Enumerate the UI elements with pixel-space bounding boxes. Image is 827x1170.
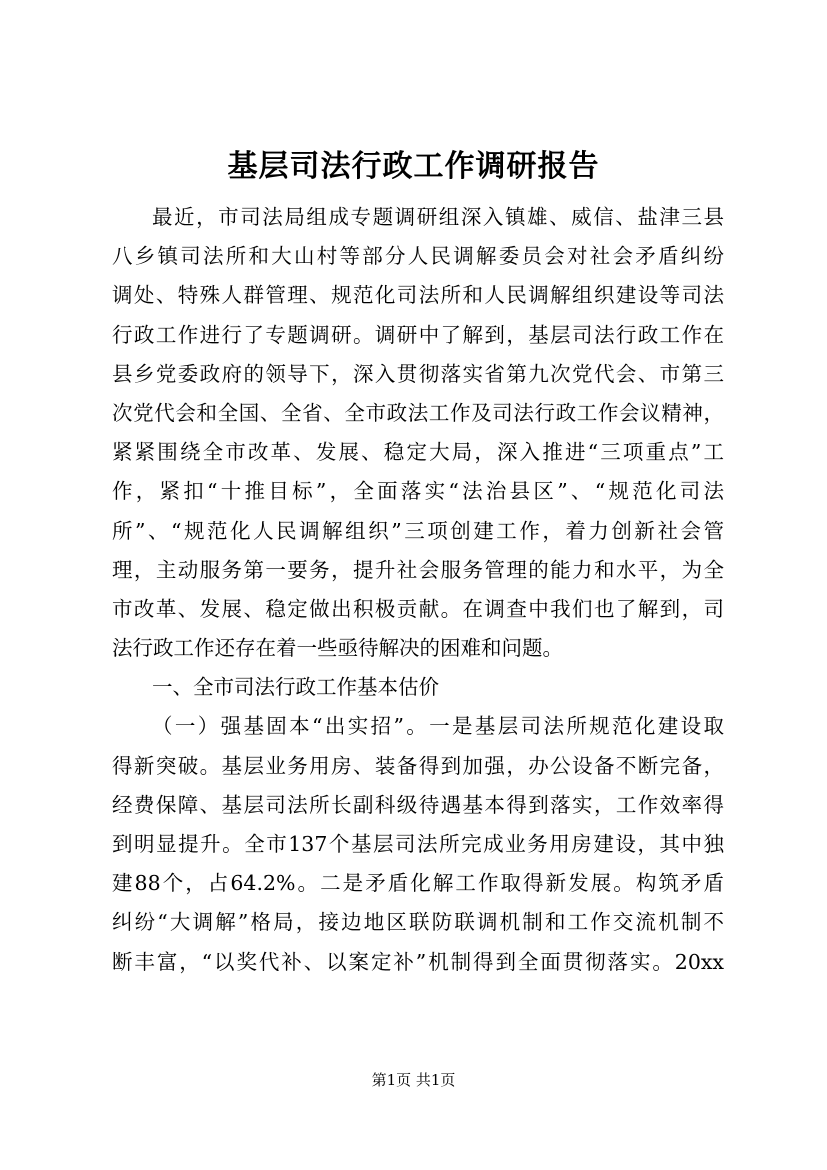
paragraph-line: 到明显提升。全市137个基层司法所完成业务用房建设，其中独 xyxy=(112,832,724,856)
paragraph-line: 市改革、发展、稳定做出积极贡献。在调查中我们也了解到，司 xyxy=(112,596,724,621)
paragraph-line: 行政工作进行了专题调研。调研中了解到，基层司法行政工作在 xyxy=(112,322,724,347)
page-footer: 第1页 共1页 xyxy=(371,1071,456,1089)
paragraph-line: 建88个，占64.2%。二是矛盾化解工作取得新发展。构筑矛盾 xyxy=(112,871,724,896)
paragraph-line: 八乡镇司法所和大山村等部分人民调解委员会对社会矛盾纠纷 xyxy=(112,244,724,269)
paragraph-line: 所”、“规范化人民调解组织”三项创建工作，着力创新社会管 xyxy=(112,518,724,543)
paragraph-line: 纠纷“大调解”格局，接边地区联防联调机制和工作交流机制不 xyxy=(112,910,724,935)
paragraph-line: 作，紧扣“十推目标”，全面落实“法治县区”、“规范化司法 xyxy=(112,479,724,504)
document-body xyxy=(112,198,724,982)
paragraph-line: 法行政工作还存在着一些亟待解决的困难和问题。 xyxy=(112,636,563,661)
paragraph-line: 经费保障、基层司法所长副科级待遇基本得到落实，工作效率得 xyxy=(112,792,724,817)
section-heading: 一、全市司法行政工作基本估价 xyxy=(152,675,439,700)
paragraph-line: 紧紧围绕全市改革、发展、稳定大局，深入推进“三项重点”工 xyxy=(112,440,724,465)
document-title: 基层司法行政工作调研报告 xyxy=(227,149,600,184)
paragraph-line: 断丰富，“以奖代补、以案定补”机制得到全面贯彻落实。20xx xyxy=(112,949,724,974)
paragraph-line: （一）强基固本“出实招”。一是基层司法所规范化建设取 xyxy=(152,714,724,739)
paragraph-line: 次党代会和全国、全省、全市政法工作及司法行政工作会议精神， xyxy=(112,400,724,425)
paragraph-line: 得新突破。基层业务用房、装备得到加强，办公设备不断完备， xyxy=(112,753,724,778)
paragraph-line: 调处、特殊人群管理、规范化司法所和人民调解组织建设等司法 xyxy=(112,283,724,308)
paragraph-line: 理，主动服务第一要务，提升社会服务管理的能力和水平，为全 xyxy=(112,557,724,582)
paragraph-line: 最近，市司法局组成专题调研组深入镇雄、威信、盐津三县 xyxy=(152,205,724,229)
paragraph-line: 县乡党委政府的领导下，深入贯彻落实省第九次党代会、市第三 xyxy=(112,361,724,386)
